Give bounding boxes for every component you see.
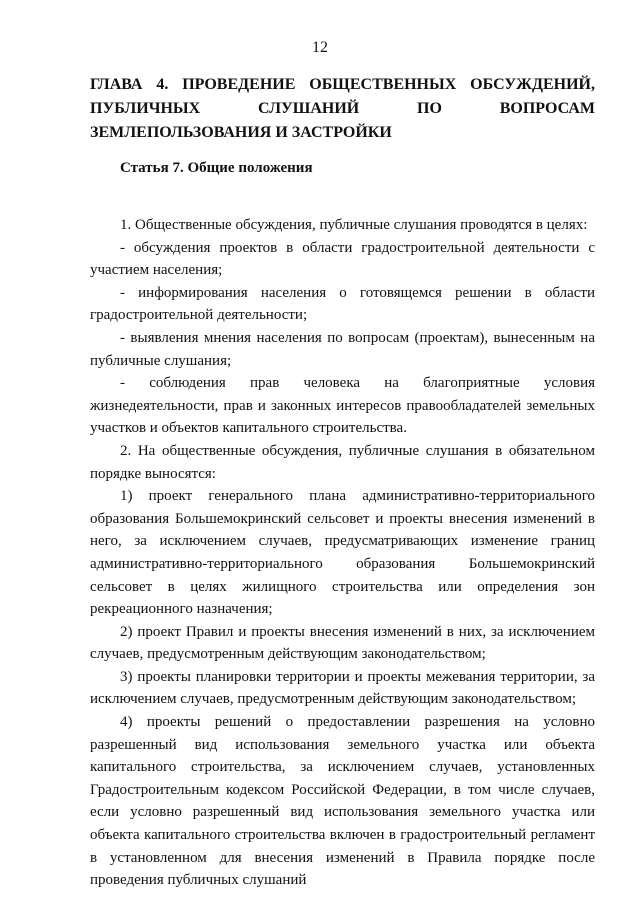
list-item: 1) проект генерального плана административно-территориального образования Большемокринский сельсовет и проекты внесения изменений в него, за исключением случаев, предусматривающих изменение границ административно-территориального образования Большемокринский сельсовет в целях жилищного строительства или определения зон рекреационного назначения; [90,488,595,618]
list-item: 4) проекты решений о предоставлении разрешения на условно разрешенный вид использования земельного участка или объекта капитального строительства, за исключением случаев, установленных Градостроительным кодексом Российской Федерации, в том числе случаев, если условно разрешенный вид использования земельного участка или объекта капитального строительства включен в градостроительный регламент в установленном для внесения изменений в Правила порядке после проведения публичных слушаний [90,714,595,889]
chapter-title: ГЛАВА 4. ПРОВЕДЕНИЕ ОБЩЕСТВЕННЫХ ОБСУЖДЕНИЙ, ПУБЛИЧНЫХ СЛУШАНИЙ ПО ВОПРОСАМ ЗЕМЛЕПОЛЬЗОВАНИЯ И ЗАСТРОЙКИ [90,76,595,141]
list-item: 2) проект Правил и проекты внесения изменений в них, за исключением случаев, предусмотренным действующим законодательством; [90,623,595,663]
paragraph-mandatory: 2. На общественные обсуждения, публичные слушания в обязательном порядке выносятся: [90,442,595,482]
article-body [90,214,595,892]
paragraph-goals: 1. Общественные обсуждения, публичные слушания проводятся в целях: [120,217,588,233]
list-item: - информирования населения о готовящемся решении в области градостроительной деятельности; [90,284,595,324]
page-number: 12 [312,39,328,56]
list-item: - обсуждения проектов в области градостроительной деятельности с участием населения; [90,239,595,279]
list-item: 3) проекты планировки территории и проекты межевания территории, за исключением случаев, предусмотренным действующим законодательством; [90,668,595,708]
list-item: - соблюдения прав человека на благоприятные условия жизнедеятельности, прав и законных интересов правообладателей земельных участков и объектов капитального строительства. [90,375,595,437]
article-title: Статья 7. Общие положения [120,160,313,176]
list-item: - выявления мнения населения по вопросам (проектам), вынесенным на публичные слушания; [90,329,595,369]
